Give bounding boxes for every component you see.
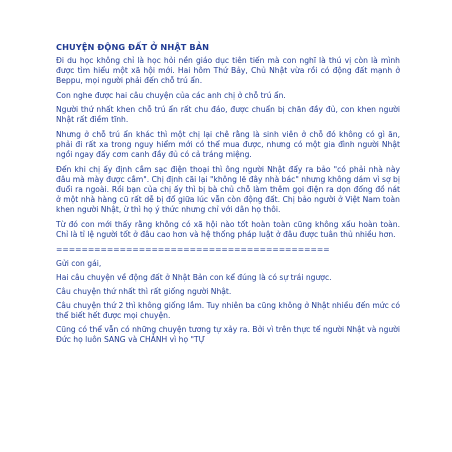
paragraph: Đến khi chị ấy định cắm sạc điện thoại thì ông người Nhật đẩy ra bảo "có phải nhà này đâu mà mày được cắm". Chị định cãi lại "không lẽ đây nhà bác" nhưng không dám vì sợ bị đuổi ra ngoài. Rồi bạn của chị ấy thì bị bà chủ chỗ làm thêm gọi điện ra dọn đống đồ nát ở một nhà hàng cũ rất dễ bị đổ giữa lúc vẫn còn động đất. Chị bảo người ở Việt Nam toàn khen người Nhật, ừ thì họ ý thức nhưng chỉ với dân họ thôi. [56,164,400,215]
reply-paragraph: Câu chuyện thứ 2 thì không giống lắm. Tuy nhiên ba cũng không ở Nhật nhiều đến mức có thể biết hết được mọi chuyện. [56,300,400,320]
paragraph: Con nghe được hai câu chuyện của các anh chị ở chỗ trú ẩn. [56,90,286,100]
separator-line: =========================================== [56,244,330,254]
document-title: CHUYỆN ĐỘNG ĐẤT Ở NHẬT BẢN [56,42,210,52]
paragraph: Người thứ nhất khen chỗ trú ẩn rất chu đáo, được chuẩn bị chăn đầy đủ, con khen người Nhật rất điềm tĩnh. [56,105,400,125]
reply-paragraph: Cũng có thể vẫn có những chuyện tương tự xảy ra. Bởi vì trên thực tế người Nhật và người Đức họ luôn SANG và CHẢNH vì họ "TỰ [56,324,400,345]
paragraph: Đi du học không chỉ là học hỏi nền giáo dục tiên tiến mà con nghĩ là thú vị còn là mình được tìm hiểu một xã hội mới. Hai hôm Thứ Bảy, Chủ Nhật vừa rồi có động đất mạnh ở Beppu, mọi người phải đến chỗ trú ẩn. [56,56,400,86]
reply-paragraph: Hai câu chuyện về động đất ở Nhật Bản con kể đúng là có sự trái ngược. [56,272,332,282]
paragraph: Nhưng ở chỗ trú ẩn khác thì một chị lại chê rằng là sinh viên ở chỗ đó không có gì ăn, phải đi rất xa trong nguy hiểm mới có thể mua được, nhưng có một gia đình người Nhật ngồi ngay đấy cơm canh đầy đủ có cả tráng miệng. [56,130,400,160]
paragraph: Từ đó con mới thấy rằng không có xã hội nào tốt hoàn toàn cũng không xấu hoàn toàn. Chỉ là tỉ lệ người tốt ở đâu cao hơn và hệ thống pháp luật ở đâu được tuân thủ nhiều hơn. [56,219,400,239]
reply-paragraph: Gửi con gái, [56,258,102,268]
reply-paragraph: Câu chuyện thứ nhất thì rất giống người Nhật. [56,286,232,296]
